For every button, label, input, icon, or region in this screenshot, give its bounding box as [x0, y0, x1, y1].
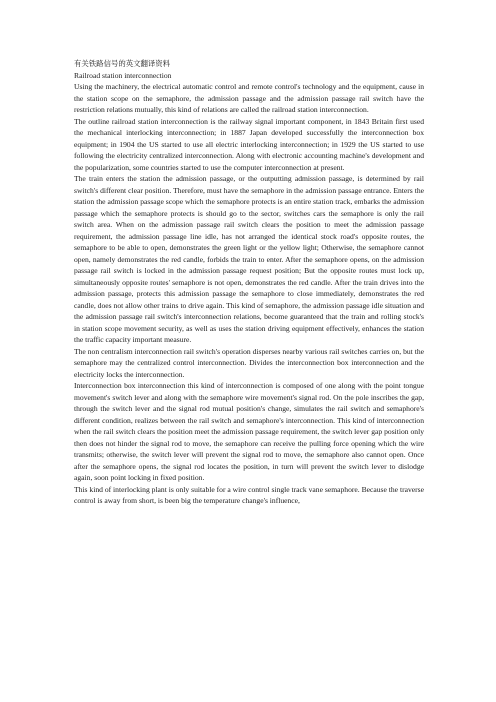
document-title: 有关铁路信号的英文翻译资料: [74, 59, 171, 68]
section-heading: Railroad station interconnection: [74, 70, 172, 80]
paragraph-2: The outline railroad station interconnection is the railway signal important component, in 1843 Britain first used the mechanical interlocking interconnection; in 1887 Japan developed successfully the interconnection box equipment; in 1904 the US started to use all electric interlocking interconnection; in 1929 the US started to use following the electricity centralized interconnection. Along with electronic accounting machine's development and the popularization, some countries started to use the computer interconnection at present.: [74, 116, 424, 172]
paragraph-6: This kind of interlocking plant is only suitable for a wire control single track vane semaphore. Because the traverse control is away from short, is been big the temperature change's influence,: [74, 484, 424, 505]
paragraph-3: The train enters the station the admission passage, or the outputting admission passage, is determined by rail switch's different clear position. Therefore, must have the semaphore in the admission passage entrance. Enters the station the admission passage scope which the semaphore protects is an entire station track, embarks the admission passage which the semaphore protects is should go to the sector, switches cars the semaphore is only the rail switch area. When on the admission passage rail switch clears the position to meet the admission passage requirement, the admission passage line idle, has not arranged the identical stock road's opposite routes, the semaphore to be able to open, demonstrates the green light or the yellow light; Otherwise, the semaphore cannot open, namely demonstrates the red candle, forbids the train to enter. After the semaphore opens, on the admission passage rail switch is locked in the admission passage request position; But the opposite routes must lock up, simultaneously opposite routes' semaphore is not open, demonstrates the red candle. After the train drives into the admission passage, protects this admission passage the semaphore to close immediately, demonstrates the red candle, does not allow other trains to drive again. This kind of semaphore, the admission passage idle situation and the admission passage rail switch's interconnection relations, become guaranteed that the train and rolling stock's in station scope movement security, as well as uses the station driving equipment effectively, enhances the station the traffic capacity important measure.: [74, 174, 424, 344]
paragraph-1: Using the machinery, the electrical automatic control and remote control's technology and the equipment, cause in the station scope on the semaphore, the admission passage and the admission passage rail switch have the restriction relations mutually, this kind of relations are called the railroad station interconnection.: [74, 82, 424, 114]
paragraph-5: Interconnection box interconnection this kind of interconnection is composed of one along with the point tongue movement's switch lever and along with the semaphore wire movement's signal rod. On the pole inscribes the gap, through the switch lever and the signal rod mutual position's change, simulates the rail switch and semaphore's different condition, realizes between the rail switch and semaphore's interconnection. This kind of interconnection when the rail switch clears the position meet the admission passage requirement, the switch lever gap position only then does not hinder the signal rod to move, the semaphore can receive the pulling force opening which the wire transmits; otherwise, the switch lever will prevent the signal rod to move, the semaphore also cannot open. Once after the semaphore opens, the signal rod locates the position, in turn will prevent the switch lever to dislodge again, soon point locking in fixed position.: [74, 381, 424, 482]
document-page: [74, 58, 424, 507]
paragraph-4: The non centralism interconnection rail switch's operation disperses nearby various rail switches carries on, but the semaphore may the centralized control interconnection. Divides the interconnection box interconnection and the electricity locks the interconnection.: [74, 346, 424, 379]
